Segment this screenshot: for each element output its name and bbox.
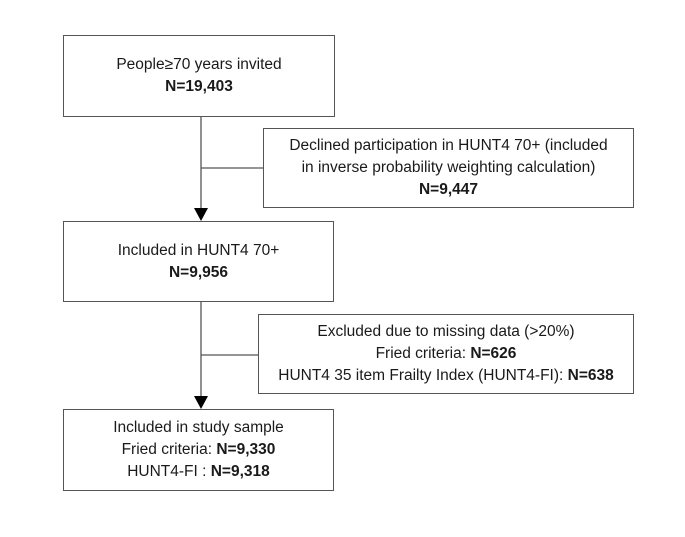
- declined-label-line1: Declined participation in HUNT4 70+ (included: [289, 137, 608, 154]
- study-sample-fi-label: HUNT4-FI :: [127, 463, 211, 480]
- declined-label-line2: in inverse probability weighting calculation): [301, 159, 596, 176]
- excluded-fried-count: N=626: [470, 345, 517, 362]
- invited-box: [63, 35, 335, 117]
- study-sample-fi-row: [127, 461, 270, 483]
- study-sample-fried-row: [122, 439, 276, 461]
- excluded-label: Excluded due to missing data (>20%): [317, 323, 575, 340]
- arrow-down-icon: [194, 208, 208, 221]
- included-box: [63, 221, 334, 302]
- declined-box: [263, 128, 634, 208]
- study-sample-box: [63, 409, 334, 491]
- invited-count: N=19,403: [165, 78, 233, 95]
- invited-label: People≥70 years invited: [116, 56, 282, 73]
- excluded-fi-count: N=638: [567, 367, 614, 384]
- study-sample-fi-count: N=9,318: [210, 463, 270, 480]
- study-sample-fried-label: Fried criteria:: [121, 441, 217, 458]
- excluded-fried-label: Fried criteria:: [375, 345, 471, 362]
- declined-count: N=9,447: [418, 181, 479, 198]
- arrow-down-icon: [194, 396, 208, 409]
- excluded-fi-label: HUNT4 35 item Frailty Index (HUNT4-FI):: [278, 367, 568, 384]
- excluded-fi-row: [278, 365, 614, 387]
- included-label: Included in HUNT4 70+: [117, 241, 280, 259]
- study-sample-fried-count: N=9,330: [216, 441, 276, 458]
- study-sample-label: Included in study sample: [113, 419, 284, 436]
- excluded-box: [258, 314, 634, 394]
- included-count: N=9,956: [168, 263, 229, 281]
- excluded-fried-row: [376, 343, 517, 365]
